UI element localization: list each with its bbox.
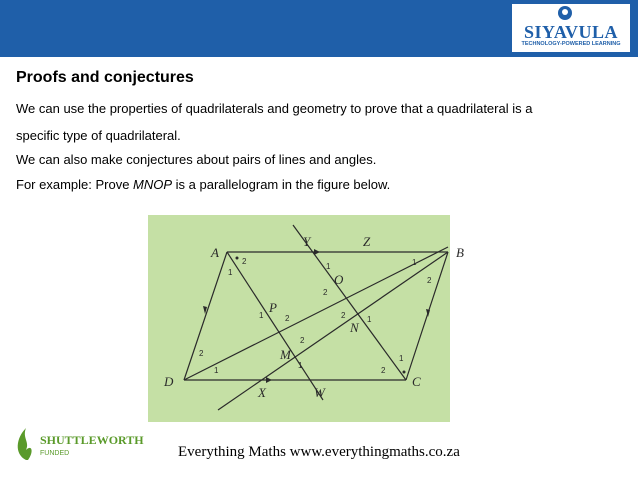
- svg-text:2: 2: [341, 311, 346, 320]
- svg-text:1: 1: [367, 315, 372, 324]
- label-b: B: [456, 245, 464, 260]
- svg-text:2: 2: [300, 336, 305, 345]
- logo-mark-icon: [558, 6, 572, 20]
- svg-text:2: 2: [285, 314, 290, 323]
- logo-text: SIYAVULA: [523, 22, 619, 42]
- siyavula-logo: [512, 4, 630, 52]
- example-suffix: is a parallelogram in the figure below.: [172, 177, 391, 192]
- label-x: X: [258, 385, 266, 400]
- example-quad-name: MNOP: [133, 177, 173, 192]
- body-line-4: [16, 177, 390, 192]
- svg-text:2: 2: [381, 366, 386, 375]
- example-prefix: For example: Prove: [16, 177, 134, 192]
- label-o: O: [334, 272, 344, 287]
- label-n: N: [350, 320, 359, 335]
- logo-tagline: TECHNOLOGY-POWERED LEARNING: [521, 41, 621, 47]
- svg-text:2: 2: [427, 276, 432, 285]
- label-w: W: [314, 385, 325, 400]
- label-z: Z: [363, 234, 371, 249]
- flame-icon: [18, 428, 32, 460]
- parallelogram-figure: [148, 215, 464, 422]
- dot-c: [403, 371, 406, 374]
- brand-name: SHUTTLEWORTH: [40, 433, 144, 447]
- label-d: D: [164, 374, 174, 389]
- svg-text:1: 1: [214, 366, 219, 375]
- label-c: C: [412, 374, 421, 389]
- figure-background: [148, 215, 450, 422]
- svg-text:1: 1: [298, 361, 303, 370]
- body-line-1: We can use the properties of quadrilaterals and geometry to prove that a quadrilateral is a: [16, 101, 533, 116]
- shuttleworth-logo: [12, 424, 144, 464]
- svg-text:1: 1: [412, 258, 417, 267]
- svg-text:2: 2: [199, 349, 204, 358]
- label-y: Y: [303, 234, 311, 249]
- svg-text:1: 1: [228, 268, 233, 277]
- label-a: A: [211, 245, 219, 260]
- footer-text: Everything Maths www.everythingmaths.co.za: [178, 444, 460, 460]
- svg-text:1: 1: [399, 354, 404, 363]
- body-line-3: We can also make conjectures about pairs of lines and angles.: [16, 152, 377, 167]
- header-bar: [0, 0, 638, 57]
- slide-title: Proofs and conjectures: [16, 69, 194, 86]
- svg-text:2: 2: [242, 257, 247, 266]
- dot-a: [236, 257, 239, 260]
- svg-text:1: 1: [326, 262, 331, 271]
- brand-sub: FUNDED: [40, 450, 70, 457]
- label-m: M: [280, 347, 291, 362]
- svg-text:2: 2: [323, 288, 328, 297]
- svg-text:1: 1: [259, 311, 264, 320]
- body-line-2: specific type of quadrilateral.: [16, 128, 181, 143]
- label-p: P: [269, 300, 277, 315]
